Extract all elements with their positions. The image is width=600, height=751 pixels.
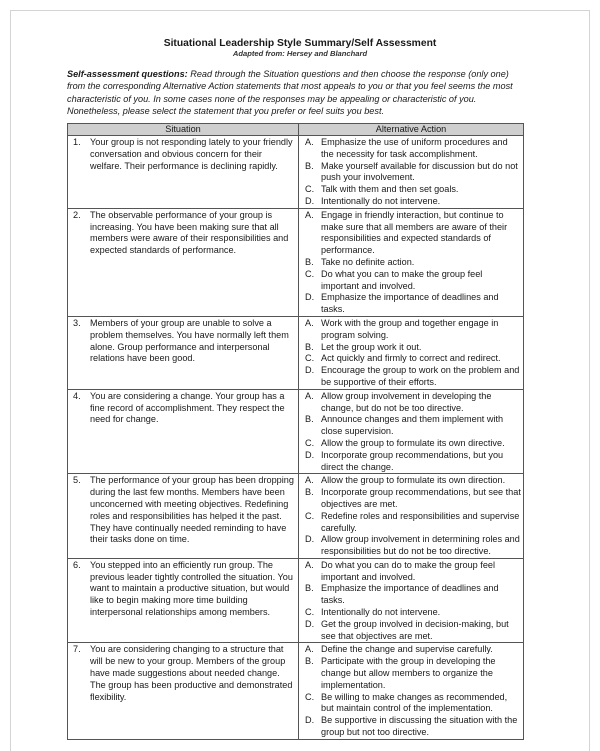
option-letter: B. bbox=[305, 656, 314, 667]
table-row bbox=[68, 558, 524, 643]
situation-text: The observable performance of your group is increasing. You have been making sure that all members were aware of their responsibilities and expected standards of performance. bbox=[90, 209, 289, 256]
option-letter: A. bbox=[305, 137, 314, 147]
option-text: Get the group involved in decision-making, but see that objectives are met. bbox=[321, 618, 509, 641]
option-text: Be supportive in discussing the situation with the group but not too directive. bbox=[321, 715, 518, 738]
action-option bbox=[302, 619, 521, 643]
action-cell bbox=[299, 208, 524, 316]
action-cell bbox=[299, 389, 524, 474]
table-row bbox=[68, 474, 524, 559]
action-cell bbox=[299, 316, 524, 389]
option-text: Emphasize the importance of deadlines and tasks. bbox=[321, 292, 499, 315]
option-letter: C. bbox=[305, 184, 315, 195]
situation-number: 6. bbox=[73, 559, 81, 570]
option-text: Allow the group to formulate its own direction. bbox=[321, 475, 506, 486]
action-option bbox=[302, 511, 521, 535]
option-text: Allow the group to formulate its own directive. bbox=[321, 437, 505, 448]
table-body bbox=[68, 136, 524, 740]
option-text: Engage in friendly interaction, but continue to make sure that all members are aware of their responsibilities and expected standards of performance. bbox=[321, 209, 508, 256]
situation-cell bbox=[68, 389, 299, 474]
action-cell bbox=[299, 643, 524, 739]
situation-text: You stepped into an efficiently run group. The previous leader tightly controlled the situation. You want to maintain a productive situation, but would like to begin making more time building interpersonal relationships among members. bbox=[90, 559, 293, 618]
option-text: Work with the group and together engage in program solving. bbox=[321, 317, 499, 340]
option-text: Incorporate group recommendations, but you direct the change. bbox=[321, 449, 504, 472]
intro-paragraph bbox=[67, 68, 529, 118]
situation-number: 2. bbox=[73, 209, 81, 220]
option-text: Do what you can do to make the group feel important and involved. bbox=[321, 559, 495, 582]
action-option bbox=[302, 583, 521, 607]
table-header-row bbox=[68, 124, 524, 136]
option-text: Participate with the group in developing the change but allow members to organize the implementation. bbox=[321, 656, 496, 690]
action-option bbox=[302, 414, 521, 438]
action-option bbox=[302, 257, 521, 269]
option-text: Act quickly and firmly to correct and redirect. bbox=[321, 353, 501, 364]
action-option bbox=[302, 715, 521, 739]
option-text: Let the group work it out. bbox=[321, 341, 422, 352]
option-letter: B. bbox=[305, 160, 314, 171]
action-option bbox=[302, 438, 521, 450]
situation-item bbox=[71, 210, 296, 257]
option-letter: C. bbox=[305, 510, 315, 521]
action-option bbox=[302, 487, 521, 511]
option-letter: C. bbox=[305, 607, 315, 618]
option-text: Intentionally do not intervene. bbox=[321, 195, 441, 206]
option-text: Emphasize the use of uniform procedures and the necessity for task accomplishment. bbox=[321, 137, 508, 159]
option-text: Allow group involvement in developing the change, but do not be too directive. bbox=[321, 390, 492, 413]
situation-number: 3. bbox=[73, 317, 81, 328]
option-letter: A. bbox=[305, 475, 314, 486]
option-letter: A. bbox=[305, 644, 314, 655]
action-option bbox=[302, 210, 521, 257]
column-header-situation: Situation bbox=[68, 124, 299, 136]
table-row bbox=[68, 208, 524, 316]
option-letter: D. bbox=[305, 449, 315, 460]
table-row bbox=[68, 136, 524, 209]
option-text: Encourage the group to work on the problem and be supportive of their efforts. bbox=[321, 365, 520, 387]
option-letter: D. bbox=[305, 292, 315, 303]
table-row bbox=[68, 389, 524, 474]
situation-cell bbox=[68, 474, 299, 559]
action-option bbox=[302, 292, 521, 316]
option-text: Make yourself available for discussion but do not push your involvement. bbox=[321, 160, 518, 183]
option-letter: A. bbox=[305, 317, 314, 328]
situation-text: You are considering a change. Your group has a fine record of accomplishment. They respect the need for change. bbox=[90, 390, 285, 425]
action-option bbox=[302, 450, 521, 474]
option-letter: C. bbox=[305, 691, 315, 702]
situation-item bbox=[71, 137, 296, 172]
option-letter: D. bbox=[305, 618, 315, 629]
action-option bbox=[302, 137, 521, 161]
option-text: Announce changes and them implement with close supervision. bbox=[321, 414, 504, 437]
action-option bbox=[302, 391, 521, 415]
action-option bbox=[302, 656, 521, 691]
situation-number: 7. bbox=[73, 644, 81, 655]
document-title: Situational Leadership Style Summary/Self Assessment bbox=[163, 38, 437, 49]
option-letter: C. bbox=[305, 437, 315, 448]
option-letter: B. bbox=[305, 256, 314, 267]
option-letter: B. bbox=[305, 341, 314, 352]
situation-item bbox=[71, 560, 296, 619]
action-option bbox=[302, 534, 521, 558]
option-letter: A. bbox=[305, 209, 314, 220]
action-option bbox=[302, 342, 521, 354]
action-cell bbox=[299, 474, 524, 559]
option-letter: C. bbox=[305, 353, 315, 364]
action-option bbox=[302, 644, 521, 656]
action-option bbox=[302, 607, 521, 619]
option-text: Talk with them and then set goals. bbox=[321, 184, 459, 195]
option-letter: A. bbox=[305, 390, 314, 401]
situation-number: 4. bbox=[73, 390, 81, 401]
action-option bbox=[302, 475, 521, 487]
option-letter: D. bbox=[305, 365, 315, 376]
option-letter: B. bbox=[305, 583, 314, 594]
action-cell bbox=[299, 558, 524, 643]
intro-lead: Self-assessment questions: bbox=[67, 69, 188, 79]
option-text: Incorporate group recommendations, but see that objectives are met. bbox=[321, 487, 521, 509]
situation-number: 1. bbox=[73, 137, 81, 147]
assessment-table bbox=[67, 123, 524, 740]
option-text: Be willing to make changes as recommended, but maintain control of the implementation. bbox=[321, 691, 508, 714]
option-text: Redefine roles and responsibilities and supervise carefully. bbox=[321, 510, 520, 533]
action-option bbox=[302, 161, 521, 185]
action-option bbox=[302, 692, 521, 716]
option-text: Emphasize the importance of deadlines and tasks. bbox=[321, 583, 499, 606]
action-option bbox=[302, 318, 521, 342]
situation-item bbox=[71, 644, 296, 703]
situation-cell bbox=[68, 208, 299, 316]
intro-text: Read through the Situation questions and then choose the response (only one) from the corresponding Alternative Action statements that most appeals to you or that you feel seems the most characteristic of you. In some cases none of the responses may be appealing or characteristic of you. Nonetheless, please select the statement that you prefer or feel suits you best. bbox=[67, 69, 513, 117]
option-text: Define the change and supervise carefully. bbox=[321, 644, 493, 655]
situation-cell bbox=[68, 558, 299, 643]
situation-text: You are considering changing to a structure that will be new to your group. Members of the group have made suggestions about needed change. The group has been productive and demonstrated flexibility. bbox=[90, 644, 293, 702]
table-row bbox=[68, 316, 524, 389]
situation-text: Your group is not responding lately to your friendly conversation and obvious concern for their welfare. Their performance is declining rapidly. bbox=[90, 137, 293, 171]
option-text: Intentionally do not intervene. bbox=[321, 607, 441, 618]
situation-cell bbox=[68, 316, 299, 389]
action-option bbox=[302, 196, 521, 208]
situation-item bbox=[71, 391, 296, 426]
option-letter: D. bbox=[305, 534, 315, 545]
action-option bbox=[302, 353, 521, 365]
situation-item bbox=[71, 318, 296, 365]
action-option bbox=[302, 184, 521, 196]
option-text: Allow group involvement in determining roles and responsibilities but do not be too directive. bbox=[321, 534, 520, 557]
situation-text: Members of your group are unable to solve a problem themselves. You have normally left them alone. Group performance and interpersonal relations have been good. bbox=[90, 317, 289, 364]
option-letter: A. bbox=[305, 559, 314, 570]
document-subtitle: Adapted from: Hersey and Blanchard bbox=[232, 49, 368, 58]
situation-cell bbox=[68, 643, 299, 739]
situation-cell bbox=[68, 136, 299, 209]
option-letter: B. bbox=[305, 414, 314, 425]
action-cell bbox=[299, 136, 524, 209]
action-option bbox=[302, 365, 521, 389]
option-letter: D. bbox=[305, 715, 315, 726]
option-letter: D. bbox=[305, 195, 315, 206]
option-letter: B. bbox=[305, 487, 314, 498]
situation-item bbox=[71, 475, 296, 546]
option-text: Do what you can to make the group feel important and involved. bbox=[321, 268, 483, 291]
option-text: Take no definite action. bbox=[321, 256, 415, 267]
situation-number: 5. bbox=[73, 475, 81, 486]
action-option bbox=[302, 560, 521, 584]
action-option bbox=[302, 269, 521, 293]
column-header-action: Alternative Action bbox=[299, 124, 524, 136]
table-row bbox=[68, 643, 524, 739]
situation-text: The performance of your group has been dropping during the last few months. Members have been unconcerned with meeting objectives. Redefining roles and responsibilities has helped it the past. They have continually needed reminding to have their tasks done on time. bbox=[90, 475, 294, 545]
option-letter: C. bbox=[305, 268, 315, 279]
